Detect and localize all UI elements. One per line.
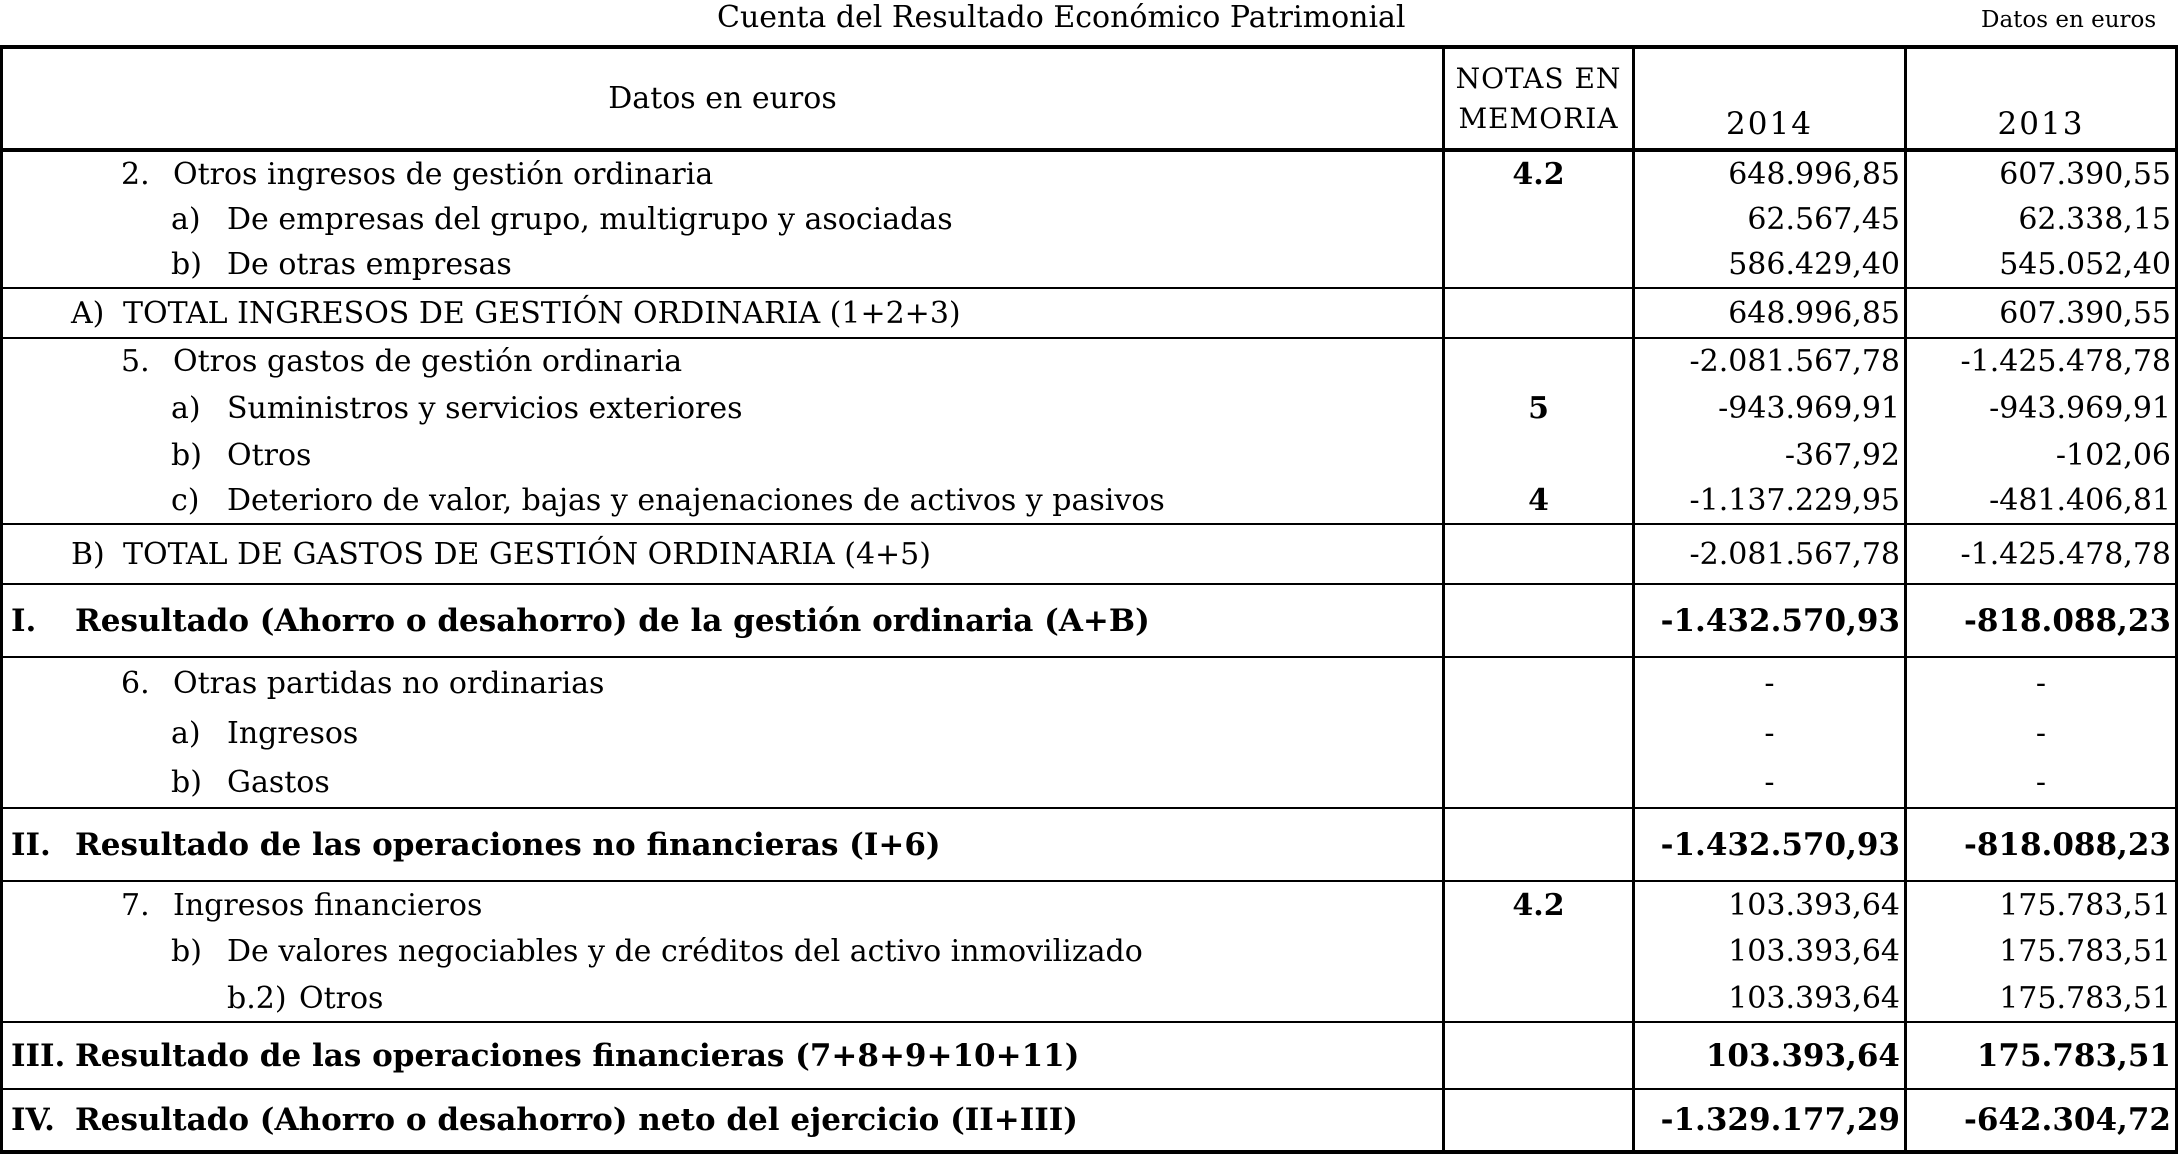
table-row bbox=[2, 338, 2177, 384]
row-value-2013: 62.338,15 bbox=[1906, 196, 2177, 242]
row-prefix: b) bbox=[171, 934, 202, 969]
row-value-2013: -642.304,72 bbox=[1906, 1089, 2177, 1152]
row-label: Otros bbox=[299, 980, 384, 1016]
row-prefix: b) bbox=[171, 437, 202, 473]
income-statement-table bbox=[0, 45, 2178, 1154]
row-note-cell bbox=[1444, 1022, 1634, 1089]
table-row bbox=[2, 196, 2177, 242]
row-value-2014: -1.137.229,95 bbox=[1634, 478, 1906, 524]
row-value-2013: 175.783,51 bbox=[1906, 928, 2177, 975]
table-row bbox=[2, 1089, 2177, 1152]
row-note-cell: 5 bbox=[1444, 384, 1634, 432]
table-row bbox=[2, 758, 2177, 808]
row-value-2014: 586.429,40 bbox=[1634, 242, 1906, 288]
row-label-cell bbox=[2, 196, 1444, 242]
row-label: Otras partidas no ordinarias bbox=[173, 665, 605, 701]
row-label: Gastos bbox=[227, 765, 330, 800]
row-label-cell bbox=[2, 584, 1444, 657]
row-value-2013: -1.425.478,78 bbox=[1906, 338, 2177, 384]
row-value-2014: 103.393,64 bbox=[1634, 881, 1906, 928]
table-row bbox=[2, 384, 2177, 432]
row-prefix: B) bbox=[71, 536, 105, 572]
row-label-cell bbox=[2, 524, 1444, 584]
row-label-cell bbox=[2, 1022, 1444, 1089]
row-note-cell bbox=[1444, 196, 1634, 242]
header-year-2014: 2014 bbox=[1634, 47, 1906, 150]
row-label-cell bbox=[2, 881, 1444, 928]
table-row bbox=[2, 1022, 2177, 1089]
row-prefix: a) bbox=[171, 201, 201, 237]
row-label-cell bbox=[2, 808, 1444, 881]
row-label-cell bbox=[2, 657, 1444, 708]
row-note-cell bbox=[1444, 808, 1634, 881]
row-label: Deterioro de valor, bajas y enajenaciones de activos y pasivos bbox=[227, 483, 1165, 518]
row-label-cell bbox=[2, 758, 1444, 808]
table-row bbox=[2, 881, 2177, 928]
row-label: Resultado (Ahorro o desahorro) de la gestión ordinaria (A+B) bbox=[75, 602, 1150, 639]
row-prefix: 5. bbox=[121, 344, 150, 379]
row-label-cell bbox=[2, 928, 1444, 975]
row-label: Otros ingresos de gestión ordinaria bbox=[173, 156, 714, 192]
table-row bbox=[2, 708, 2177, 758]
document-title: Cuenta del Resultado Económico Patrimonial bbox=[717, 0, 1406, 35]
row-value-2013: - bbox=[1906, 657, 2177, 708]
row-value-2013: 175.783,51 bbox=[1906, 1022, 2177, 1089]
row-value-2013: 545.052,40 bbox=[1906, 242, 2177, 288]
row-note-cell bbox=[1444, 708, 1634, 758]
table-row bbox=[2, 150, 2177, 196]
row-value-2014: -2.081.567,78 bbox=[1634, 524, 1906, 584]
row-value-2013: 607.390,55 bbox=[1906, 150, 2177, 196]
row-value-2014: -1.432.570,93 bbox=[1634, 584, 1906, 657]
header-notes bbox=[1444, 47, 1634, 150]
row-value-2013: -481.406,81 bbox=[1906, 478, 2177, 524]
row-prefix: b) bbox=[171, 247, 202, 282]
table-row bbox=[2, 584, 2177, 657]
row-value-2014: -1.329.177,29 bbox=[1634, 1089, 1906, 1152]
table-row bbox=[2, 242, 2177, 288]
row-prefix: 6. bbox=[121, 665, 150, 701]
header-notes-line2: MEMORIA bbox=[1458, 101, 1619, 135]
row-value-2013: 607.390,55 bbox=[1906, 288, 2177, 338]
row-label: TOTAL INGRESOS DE GESTIÓN ORDINARIA (1+2+3) bbox=[123, 295, 961, 331]
table-header-row bbox=[2, 47, 2177, 150]
row-note-cell bbox=[1444, 432, 1634, 478]
row-prefix: b.2) bbox=[227, 980, 287, 1016]
row-prefix: II. bbox=[11, 826, 51, 863]
row-note-cell: 4 bbox=[1444, 478, 1634, 524]
header-year-2013: 2013 bbox=[1906, 47, 2177, 150]
row-label: De empresas del grupo, multigrupo y asociadas bbox=[227, 201, 953, 237]
table-row bbox=[2, 975, 2177, 1022]
row-note-cell bbox=[1444, 524, 1634, 584]
row-prefix: b) bbox=[171, 765, 202, 800]
row-label-cell bbox=[2, 338, 1444, 384]
row-label: Resultado (Ahorro o desahorro) neto del ejercicio (II+III) bbox=[75, 1102, 1078, 1138]
row-value-2014: - bbox=[1634, 657, 1906, 708]
table-row bbox=[2, 928, 2177, 975]
row-label-cell bbox=[2, 432, 1444, 478]
row-value-2013: 175.783,51 bbox=[1906, 881, 2177, 928]
row-label: Ingresos financieros bbox=[173, 887, 483, 923]
row-value-2013: -943.969,91 bbox=[1906, 384, 2177, 432]
row-value-2013: -1.425.478,78 bbox=[1906, 524, 2177, 584]
row-prefix: c) bbox=[171, 483, 200, 518]
row-note-cell bbox=[1444, 975, 1634, 1022]
table-row bbox=[2, 288, 2177, 338]
row-prefix: A) bbox=[71, 295, 105, 331]
row-prefix: 2. bbox=[121, 156, 150, 192]
row-note-cell bbox=[1444, 584, 1634, 657]
table-row bbox=[2, 808, 2177, 881]
row-value-2013: -102,06 bbox=[1906, 432, 2177, 478]
row-value-2014: -1.432.570,93 bbox=[1634, 808, 1906, 881]
row-label: De otras empresas bbox=[227, 247, 512, 282]
row-value-2014: -367,92 bbox=[1634, 432, 1906, 478]
row-prefix: III. bbox=[11, 1037, 66, 1074]
row-prefix: I. bbox=[11, 602, 37, 639]
row-label: De valores negociables y de créditos del activo inmovilizado bbox=[227, 934, 1143, 969]
row-note-cell: 4.2 bbox=[1444, 881, 1634, 928]
row-note-cell bbox=[1444, 242, 1634, 288]
row-note-cell bbox=[1444, 657, 1634, 708]
row-value-2014: - bbox=[1634, 708, 1906, 758]
row-value-2014: 103.393,64 bbox=[1634, 975, 1906, 1022]
row-value-2014: - bbox=[1634, 758, 1906, 808]
table-row bbox=[2, 657, 2177, 708]
row-label: Resultado de las operaciones financieras (7+8+9+10+11) bbox=[75, 1037, 1080, 1074]
row-value-2014: 62.567,45 bbox=[1634, 196, 1906, 242]
row-label-cell bbox=[2, 708, 1444, 758]
row-value-2013: - bbox=[1906, 708, 2177, 758]
row-label-cell bbox=[2, 288, 1444, 338]
row-label: Otros gastos de gestión ordinaria bbox=[173, 344, 683, 379]
row-label: Otros bbox=[227, 437, 312, 473]
row-value-2014: -2.081.567,78 bbox=[1634, 338, 1906, 384]
row-prefix: a) bbox=[171, 390, 201, 426]
row-note-cell bbox=[1444, 758, 1634, 808]
row-label-cell bbox=[2, 1089, 1444, 1152]
row-value-2013: - bbox=[1906, 758, 2177, 808]
table-row bbox=[2, 478, 2177, 524]
row-value-2014: 648.996,85 bbox=[1634, 150, 1906, 196]
row-label: Resultado de las operaciones no financieras (I+6) bbox=[75, 826, 941, 863]
row-note-cell bbox=[1444, 928, 1634, 975]
row-label: TOTAL DE GASTOS DE GESTIÓN ORDINARIA (4+5) bbox=[123, 536, 931, 572]
unit-note: Datos en euros bbox=[1981, 7, 2157, 33]
row-note-cell: 4.2 bbox=[1444, 150, 1634, 196]
header-notes-line1: NOTAS EN bbox=[1455, 61, 1622, 95]
row-prefix: a) bbox=[171, 715, 201, 751]
row-value-2013: -818.088,23 bbox=[1906, 808, 2177, 881]
table-row bbox=[2, 524, 2177, 584]
row-label-cell bbox=[2, 975, 1444, 1022]
row-value-2014: 103.393,64 bbox=[1634, 928, 1906, 975]
row-value-2014: -943.969,91 bbox=[1634, 384, 1906, 432]
row-value-2013: 175.783,51 bbox=[1906, 975, 2177, 1022]
row-label: Ingresos bbox=[227, 715, 359, 751]
row-label-cell bbox=[2, 242, 1444, 288]
row-label-cell bbox=[2, 150, 1444, 196]
row-label: Suministros y servicios exteriores bbox=[227, 390, 743, 426]
row-value-2014: 103.393,64 bbox=[1634, 1022, 1906, 1089]
row-value-2014: 648.996,85 bbox=[1634, 288, 1906, 338]
row-label-cell bbox=[2, 478, 1444, 524]
row-prefix: 7. bbox=[121, 887, 150, 923]
row-note-cell bbox=[1444, 288, 1634, 338]
row-note-cell bbox=[1444, 338, 1634, 384]
row-prefix: IV. bbox=[11, 1102, 55, 1138]
row-label-cell bbox=[2, 384, 1444, 432]
row-value-2013: -818.088,23 bbox=[1906, 584, 2177, 657]
table-row bbox=[2, 432, 2177, 478]
header-description: Datos en euros bbox=[2, 47, 1444, 150]
row-note-cell bbox=[1444, 1089, 1634, 1152]
